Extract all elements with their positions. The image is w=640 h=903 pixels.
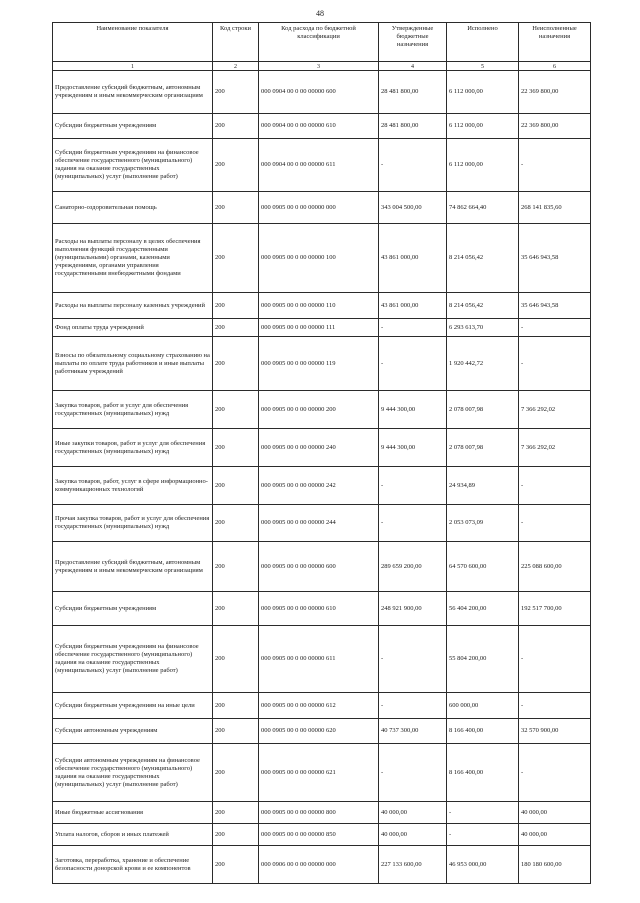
cell-executed: 2 053 073,09 (447, 505, 519, 542)
cell-budget-classification: 000 0905 00 0 00 00000 850 (259, 824, 379, 846)
cell-approved: 227 133 600,00 (379, 846, 447, 884)
table-row (53, 846, 591, 884)
table-row (53, 626, 591, 693)
table-row (53, 542, 591, 592)
cell-unexecuted: 22 369 800,00 (519, 71, 591, 114)
cell-row-code: 200 (213, 391, 259, 429)
table-header-row (53, 23, 591, 62)
header-indicator-name: Наименование показателя (53, 23, 213, 62)
table-row (53, 719, 591, 744)
cell-budget-classification: 000 0904 00 0 00 00000 611 (259, 139, 379, 192)
cell-row-code: 200 (213, 429, 259, 467)
cell-approved: - (379, 693, 447, 719)
cell-budget-classification: 000 0904 00 0 00 00000 600 (259, 71, 379, 114)
cell-budget-classification: 000 0905 00 0 00 00000 100 (259, 224, 379, 293)
cell-indicator-name: Расходы на выплаты персоналу казенных учреждений (53, 293, 213, 319)
cell-unexecuted: 7 366 292,02 (519, 391, 591, 429)
cell-row-code: 200 (213, 505, 259, 542)
cell-approved: 9 444 300,00 (379, 429, 447, 467)
cell-approved: 40 000,00 (379, 824, 447, 846)
cell-executed: 64 570 600,00 (447, 542, 519, 592)
table-row (53, 429, 591, 467)
table-row (53, 824, 591, 846)
cell-approved: - (379, 319, 447, 337)
cell-indicator-name: Субсидии бюджетным учреждениям на финансовое обеспечение государственного (муниципального) задания на оказание государственных (муниципальных) услуг (выполнение работ) (53, 626, 213, 693)
column-index: 1 (53, 62, 213, 71)
cell-budget-classification: 000 0905 00 0 00 00000 110 (259, 293, 379, 319)
cell-row-code: 200 (213, 467, 259, 505)
table-row (53, 505, 591, 542)
cell-approved: - (379, 467, 447, 505)
cell-unexecuted: 32 570 900,00 (519, 719, 591, 744)
cell-unexecuted: 40 000,00 (519, 824, 591, 846)
cell-approved: 9 444 300,00 (379, 391, 447, 429)
cell-approved: 40 000,00 (379, 802, 447, 824)
table-row (53, 802, 591, 824)
cell-executed: 8 214 056,42 (447, 224, 519, 293)
cell-row-code: 200 (213, 71, 259, 114)
cell-budget-classification: 000 0905 00 0 00 00000 200 (259, 391, 379, 429)
cell-unexecuted: - (519, 505, 591, 542)
cell-indicator-name: Субсидии бюджетным учреждениям на финансовое обеспечение государственного (муниципального) задания на оказание государственных (муниципальных) услуг (выполнение работ) (53, 139, 213, 192)
cell-unexecuted: 22 369 800,00 (519, 114, 591, 139)
cell-executed: 8 214 056,42 (447, 293, 519, 319)
cell-indicator-name: Иные закупки товаров, работ и услуг для обеспечения государственных (муниципальных) нужд (53, 429, 213, 467)
cell-indicator-name: Субсидии автономным учреждениям (53, 719, 213, 744)
cell-indicator-name: Взносы по обязательному социальному страхованию на выплаты по оплате труда работников и иные выплаты работникам учреждений (53, 337, 213, 391)
cell-row-code: 200 (213, 846, 259, 884)
cell-indicator-name: Прочая закупка товаров, работ и услуг для обеспечения государственных (муниципальных) нужд (53, 505, 213, 542)
cell-executed: 2 078 007,98 (447, 391, 519, 429)
cell-indicator-name: Закупка товаров, работ, услуг в сфере информационно-коммуникационных технологий (53, 467, 213, 505)
cell-executed: 56 404 200,00 (447, 592, 519, 626)
cell-unexecuted: 225 088 600,00 (519, 542, 591, 592)
cell-unexecuted: 35 646 943,58 (519, 293, 591, 319)
cell-row-code: 200 (213, 744, 259, 802)
table-row (53, 224, 591, 293)
table-row (53, 693, 591, 719)
cell-executed: 600 000,00 (447, 693, 519, 719)
cell-approved: 28 481 800,00 (379, 114, 447, 139)
budget-execution-table (52, 22, 591, 884)
cell-indicator-name: Расходы на выплаты персоналу в целях обеспечения выполнения функций государственными (муниципальными) органами, казенными учреждениями, органами управления государственными внебюджетными фондами (53, 224, 213, 293)
cell-unexecuted: 192 517 700,00 (519, 592, 591, 626)
cell-approved: - (379, 139, 447, 192)
cell-executed: 6 112 000,00 (447, 71, 519, 114)
cell-budget-classification: 000 0905 00 0 00 00000 242 (259, 467, 379, 505)
column-index: 4 (379, 62, 447, 71)
cell-executed: 46 953 000,00 (447, 846, 519, 884)
cell-executed: 8 166 400,00 (447, 744, 519, 802)
column-index: 2 (213, 62, 259, 71)
column-index-row (53, 62, 591, 71)
cell-executed: 55 804 200,00 (447, 626, 519, 693)
cell-budget-classification: 000 0905 00 0 00 00000 119 (259, 337, 379, 391)
cell-unexecuted: - (519, 744, 591, 802)
cell-row-code: 200 (213, 319, 259, 337)
cell-unexecuted: 268 141 835,60 (519, 192, 591, 224)
cell-row-code: 200 (213, 337, 259, 391)
cell-unexecuted: - (519, 139, 591, 192)
cell-approved: 289 659 200,00 (379, 542, 447, 592)
cell-unexecuted: 180 180 600,00 (519, 846, 591, 884)
table-row (53, 391, 591, 429)
cell-row-code: 200 (213, 224, 259, 293)
cell-indicator-name: Санаторно-оздоровительная помощь (53, 192, 213, 224)
cell-indicator-name: Уплата налогов, сборов и иных платежей (53, 824, 213, 846)
cell-budget-classification: 000 0905 00 0 00 00000 610 (259, 592, 379, 626)
cell-indicator-name: Субсидии бюджетным учреждениям (53, 592, 213, 626)
table-row (53, 192, 591, 224)
column-index: 6 (519, 62, 591, 71)
cell-row-code: 200 (213, 693, 259, 719)
cell-budget-classification: 000 0905 00 0 00 00000 600 (259, 542, 379, 592)
cell-row-code: 200 (213, 592, 259, 626)
cell-approved: 28 481 800,00 (379, 71, 447, 114)
cell-budget-classification: 000 0905 00 0 00 00000 000 (259, 192, 379, 224)
cell-unexecuted: 7 366 292,02 (519, 429, 591, 467)
cell-unexecuted: - (519, 693, 591, 719)
column-index: 3 (259, 62, 379, 71)
table-row (53, 337, 591, 391)
cell-indicator-name: Фонд оплаты труда учреждений (53, 319, 213, 337)
cell-budget-classification: 000 0905 00 0 00 00000 240 (259, 429, 379, 467)
cell-indicator-name: Заготовка, переработка, хранение и обеспечение безопасности донорской крови и ее компонентов (53, 846, 213, 884)
cell-approved: - (379, 505, 447, 542)
table-row (53, 293, 591, 319)
cell-row-code: 200 (213, 293, 259, 319)
cell-budget-classification: 000 0905 00 0 00 00000 244 (259, 505, 379, 542)
cell-indicator-name: Субсидии бюджетным учреждениям (53, 114, 213, 139)
cell-budget-classification: 000 0905 00 0 00 00000 620 (259, 719, 379, 744)
cell-row-code: 200 (213, 719, 259, 744)
header-executed: Исполнено (447, 23, 519, 62)
table-row (53, 139, 591, 192)
cell-unexecuted: - (519, 467, 591, 505)
header-unexecuted: Неисполненные назначения (519, 23, 591, 62)
cell-executed: 6 293 613,70 (447, 319, 519, 337)
table-row (53, 71, 591, 114)
table-row (53, 319, 591, 337)
table-row (53, 592, 591, 626)
cell-budget-classification: 000 0905 00 0 00 00000 611 (259, 626, 379, 693)
cell-row-code: 200 (213, 192, 259, 224)
cell-row-code: 200 (213, 139, 259, 192)
cell-executed: 74 862 664,40 (447, 192, 519, 224)
cell-executed: - (447, 824, 519, 846)
cell-budget-classification: 000 0906 00 0 00 00000 000 (259, 846, 379, 884)
table-row (53, 744, 591, 802)
cell-unexecuted: - (519, 626, 591, 693)
table-row (53, 467, 591, 505)
cell-row-code: 200 (213, 542, 259, 592)
cell-budget-classification: 000 0905 00 0 00 00000 111 (259, 319, 379, 337)
cell-approved: - (379, 744, 447, 802)
cell-approved: 40 737 300,00 (379, 719, 447, 744)
cell-indicator-name: Субсидии бюджетным учреждениям на иные цели (53, 693, 213, 719)
cell-executed: 24 934,89 (447, 467, 519, 505)
cell-row-code: 200 (213, 114, 259, 139)
cell-row-code: 200 (213, 802, 259, 824)
cell-indicator-name: Иные бюджетные ассигнования (53, 802, 213, 824)
cell-budget-classification: 000 0904 00 0 00 00000 610 (259, 114, 379, 139)
header-approved: Утвержденные бюджетные назначения (379, 23, 447, 62)
cell-unexecuted: - (519, 337, 591, 391)
cell-unexecuted: 35 646 943,58 (519, 224, 591, 293)
table-row (53, 114, 591, 139)
cell-approved: 248 921 900,00 (379, 592, 447, 626)
cell-approved: 43 861 000,00 (379, 293, 447, 319)
cell-row-code: 200 (213, 824, 259, 846)
cell-indicator-name: Предоставление субсидий бюджетным, автономным учреждениям и иным некоммерческим организациям (53, 542, 213, 592)
cell-budget-classification: 000 0905 00 0 00 00000 800 (259, 802, 379, 824)
cell-indicator-name: Предоставление субсидий бюджетным, автономным учреждениям и иным некоммерческим организациям (53, 71, 213, 114)
page-number: 48 (316, 9, 324, 18)
cell-indicator-name: Закупка товаров, работ и услуг для обеспечения государственных (муниципальных) нужд (53, 391, 213, 429)
header-budget-classification: Код расхода по бюджетной классификации (259, 23, 379, 62)
cell-executed: 6 112 000,00 (447, 114, 519, 139)
cell-approved: - (379, 337, 447, 391)
cell-row-code: 200 (213, 626, 259, 693)
cell-executed: - (447, 802, 519, 824)
cell-approved: - (379, 626, 447, 693)
cell-executed: 6 112 000,00 (447, 139, 519, 192)
cell-approved: 43 861 000,00 (379, 224, 447, 293)
cell-budget-classification: 000 0905 00 0 00 00000 612 (259, 693, 379, 719)
cell-executed: 2 078 007,98 (447, 429, 519, 467)
cell-unexecuted: 40 000,00 (519, 802, 591, 824)
cell-indicator-name: Субсидии автономным учреждениям на финансовое обеспечение государственного (муниципального) задания на оказание государственных (муниципальных) услуг (выполнение работ) (53, 744, 213, 802)
column-index: 5 (447, 62, 519, 71)
cell-budget-classification: 000 0905 00 0 00 00000 621 (259, 744, 379, 802)
cell-executed: 1 920 442,72 (447, 337, 519, 391)
cell-executed: 8 166 400,00 (447, 719, 519, 744)
cell-approved: 343 004 500,00 (379, 192, 447, 224)
header-row-code: Код строки (213, 23, 259, 62)
table-body (53, 71, 591, 884)
cell-unexecuted: - (519, 319, 591, 337)
